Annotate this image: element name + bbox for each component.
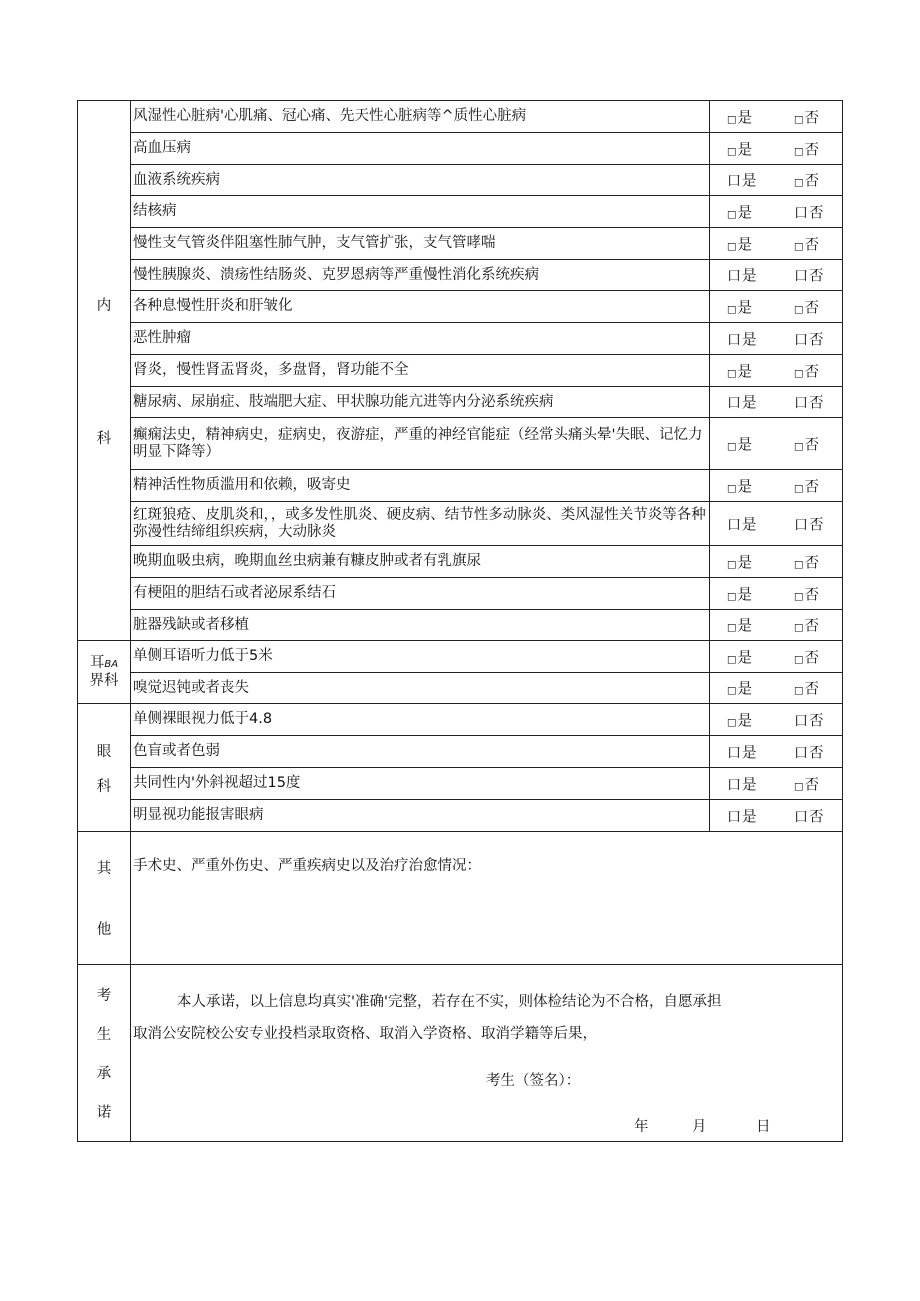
checkbox-icon[interactable]: □ — [794, 241, 804, 252]
promise-label-char: 诺 — [96, 1105, 112, 1121]
date-day-label: 日 — [756, 1119, 771, 1135]
condition-text: 红斑狼疮、皮肌炎和，，或多发性肌炎、硬皮病、结节性多动脉炎、类风湿性关节炎等各种弥漫性结缔组织疾病，大动脉炎 — [131, 502, 710, 546]
checkbox-icon[interactable]: 口 — [727, 517, 741, 533]
yes-label: 是 — [742, 517, 757, 533]
checkbox-icon[interactable]: □ — [727, 368, 737, 379]
no-option[interactable] — [794, 773, 819, 794]
yes-label: 是 — [737, 142, 752, 158]
no-label: 否 — [809, 268, 824, 285]
no-option[interactable] — [794, 170, 819, 191]
others-label — [78, 857, 130, 939]
no-label: 否 — [809, 395, 824, 412]
condition-text: 慢性胰腺炎、溃疡性结肠炎、克罗恩病等严重慢性消化系统疾病 — [131, 260, 710, 291]
checkbox-icon[interactable]: □ — [727, 559, 737, 570]
form-body — [78, 101, 843, 1142]
category-label-bottom: 他 — [96, 922, 112, 938]
ent-label — [78, 655, 130, 689]
no-option[interactable] — [794, 138, 819, 159]
yes-option[interactable] — [727, 709, 752, 730]
internal-row — [78, 387, 843, 418]
internal-row — [78, 578, 843, 610]
checkbox-icon[interactable]: □ — [794, 114, 804, 125]
category-label-top: 眼 — [96, 743, 112, 760]
no-option[interactable] — [794, 678, 819, 699]
checkbox-icon[interactable]: □ — [794, 441, 804, 452]
condition-text: 晚期血吸虫病，晚期血丝虫病兼有糠皮肿或者有乳旗尿 — [131, 546, 710, 578]
condition-text: 高血压病 — [131, 133, 710, 165]
internal-row — [78, 260, 843, 291]
yes-no-options — [710, 470, 843, 502]
yes-option[interactable] — [727, 201, 752, 222]
no-label: 否 — [804, 555, 819, 571]
yes-no-options — [710, 673, 843, 704]
yes-no-options — [710, 165, 843, 196]
yes-label: 是 — [742, 809, 757, 825]
checkbox-icon[interactable]: 口 — [727, 777, 741, 793]
internal-row — [78, 610, 843, 641]
eye-row — [78, 768, 843, 800]
yes-label: 是 — [737, 587, 752, 603]
yes-option[interactable] — [727, 170, 757, 191]
condition-text: 各种息慢性肝炎和肝皱化 — [131, 291, 710, 323]
others-answer-area[interactable] — [131, 832, 843, 965]
yes-option[interactable] — [727, 106, 752, 127]
no-option[interactable] — [794, 392, 824, 413]
checkbox-icon[interactable]: 口 — [727, 332, 741, 348]
checkbox-icon[interactable]: 口 — [794, 809, 808, 825]
condition-text: 单侧耳语听力低于5米 — [131, 641, 710, 673]
yes-label: 是 — [737, 479, 752, 495]
yes-label: 是 — [737, 205, 752, 221]
eye-row — [78, 704, 843, 736]
no-label: 否 — [804, 110, 819, 126]
no-option[interactable] — [794, 233, 819, 254]
internal-label — [78, 294, 130, 448]
checkbox-icon[interactable]: □ — [794, 368, 804, 379]
no-option[interactable] — [794, 265, 824, 286]
yes-no-options — [710, 418, 843, 470]
internal-row — [78, 196, 843, 228]
promise-label-char: 考 — [96, 988, 112, 1004]
no-option[interactable] — [794, 433, 819, 454]
internal-row — [78, 323, 843, 355]
signature-field[interactable]: 考生（签名）： — [486, 1073, 581, 1089]
yes-no-options — [710, 196, 843, 228]
no-label: 否 — [804, 364, 819, 380]
yes-no-options — [710, 291, 843, 323]
category-label-top: 其 — [96, 861, 112, 877]
checkbox-icon[interactable]: 口 — [727, 395, 741, 412]
yes-no-options — [710, 228, 843, 260]
yes-no-options — [710, 578, 843, 610]
no-label: 否 — [804, 437, 819, 453]
yes-label: 是 — [742, 173, 757, 190]
checkbox-icon[interactable]: □ — [727, 441, 737, 452]
condition-text: 精神活性物质滥用和依赖，吸寄史 — [131, 470, 710, 502]
internal-row — [78, 101, 843, 133]
checkbox-icon[interactable]: 口 — [727, 268, 741, 285]
yes-option[interactable] — [727, 615, 752, 636]
checkbox-icon[interactable]: □ — [794, 304, 804, 315]
condition-text: 嗅觉迟钝或者丧失 — [131, 673, 710, 704]
no-option[interactable] — [794, 805, 824, 826]
yes-option[interactable] — [727, 513, 757, 534]
no-option[interactable] — [794, 328, 824, 349]
checkbox-icon[interactable]: □ — [727, 685, 737, 697]
yes-option[interactable] — [727, 646, 752, 667]
yes-label: 是 — [737, 650, 752, 666]
internal-row — [78, 165, 843, 196]
yes-no-options — [710, 133, 843, 165]
condition-text: 风湿性心脏病'心肌痛、冠心痛、先天性心脏病等^质性心脏病 — [131, 101, 710, 133]
yes-label: 是 — [742, 268, 757, 285]
yes-label: 是 — [737, 618, 752, 635]
yes-option[interactable] — [727, 551, 752, 572]
category-label-top: 内 — [96, 297, 112, 314]
checkbox-icon[interactable]: □ — [794, 591, 804, 602]
promise-line-1: 本人承诺，以上信息均真实'准确'完整，若存在不实，则体检结论为不合格，自愿承担 — [177, 994, 722, 1010]
checkbox-icon[interactable]: 口 — [794, 268, 808, 285]
promise-line-2: 取消公安院校公安专业投档录取资格、取消入学资格、取消学籍等后果， — [133, 1026, 597, 1042]
no-label: 否 — [804, 681, 819, 698]
others-row — [78, 832, 843, 965]
no-label: 否 — [809, 517, 824, 533]
checkbox-icon[interactable]: □ — [794, 781, 804, 792]
checkbox-icon[interactable]: □ — [727, 654, 737, 665]
yes-label: 是 — [737, 555, 752, 571]
checkbox-icon[interactable]: 口 — [727, 173, 741, 190]
yes-no-options — [710, 641, 843, 673]
yes-label: 是 — [742, 745, 757, 761]
checkbox-icon[interactable]: 口 — [727, 809, 741, 825]
yes-option[interactable] — [727, 233, 752, 254]
checkbox-icon[interactable]: □ — [727, 241, 737, 252]
no-label: 否 — [804, 777, 819, 793]
others-prompt: 手术史、严重外伤史、严重疾病史以及治疗治愈情况： — [133, 858, 481, 874]
internal-row — [78, 228, 843, 260]
yes-label: 是 — [737, 110, 752, 126]
ent-category — [78, 641, 131, 704]
condition-text: 色盲或者色弱 — [131, 736, 710, 768]
no-label: 否 — [809, 332, 824, 348]
condition-text: 癫痫法史，精神病史，症病史，夜游症，严重的神经官能症（经常头痛头晕'失眠、记忆力明显下降等） — [131, 418, 710, 470]
promise-label — [78, 984, 130, 1122]
yes-option[interactable] — [727, 360, 752, 381]
yes-option[interactable] — [727, 328, 757, 349]
others-category — [78, 832, 131, 965]
yes-label: 是 — [737, 681, 752, 698]
eye-row — [78, 736, 843, 768]
internal-category — [78, 101, 131, 641]
checkbox-icon[interactable]: □ — [727, 146, 737, 157]
eye-category — [78, 704, 131, 832]
condition-text: 恶性肿瘤 — [131, 323, 710, 355]
yes-option[interactable] — [727, 741, 757, 762]
yes-label: 是 — [737, 300, 752, 316]
promise-label-char: 生 — [96, 1027, 112, 1043]
checkbox-icon[interactable]: □ — [794, 146, 804, 157]
condition-text: 肾炎，慢性肾盂肾炎，多盘肾，肾功能不全 — [131, 355, 710, 387]
yes-option[interactable] — [727, 433, 752, 454]
category-label-bottom: 科 — [96, 430, 112, 447]
checkbox-icon[interactable]: □ — [727, 717, 737, 728]
no-label: 否 — [804, 479, 819, 495]
checkbox-icon[interactable]: □ — [794, 177, 804, 189]
promise-content — [131, 965, 843, 1142]
yes-no-options — [710, 768, 843, 800]
checkbox-icon[interactable]: □ — [794, 483, 804, 494]
condition-text: 结核病 — [131, 196, 710, 228]
no-label: 否 — [809, 205, 824, 221]
yes-option[interactable] — [727, 138, 752, 159]
date-year-label: 年 — [634, 1119, 649, 1135]
yes-label: 是 — [737, 237, 752, 253]
no-label: 否 — [804, 173, 819, 190]
yes-label: 是 — [737, 364, 752, 380]
ent-row — [78, 641, 843, 673]
condition-text: 单侧裸眼视力低于4.8 — [131, 704, 710, 736]
no-option[interactable] — [794, 106, 819, 127]
yes-no-options — [710, 736, 843, 768]
yes-label: 是 — [737, 713, 752, 729]
checkbox-icon[interactable]: □ — [727, 304, 737, 315]
no-option[interactable] — [794, 551, 819, 572]
checkbox-icon[interactable]: □ — [794, 622, 804, 634]
yes-option[interactable] — [727, 773, 757, 794]
checkbox-icon[interactable]: □ — [727, 114, 737, 125]
checkbox-icon[interactable]: □ — [794, 685, 804, 697]
internal-row — [78, 546, 843, 578]
yes-label: 是 — [737, 437, 752, 453]
eye-row — [78, 800, 843, 832]
no-option[interactable] — [794, 513, 824, 534]
no-label: 否 — [809, 745, 824, 761]
checkbox-icon[interactable]: □ — [727, 209, 737, 220]
yes-no-options — [710, 502, 843, 546]
yes-no-options — [710, 800, 843, 832]
checkbox-icon[interactable]: 口 — [794, 332, 808, 348]
promise-box — [131, 965, 842, 1141]
condition-text: 脏器残缺或者移植 — [131, 610, 710, 641]
yes-option[interactable] — [727, 805, 757, 826]
yes-no-options — [710, 546, 843, 578]
checkbox-icon[interactable]: 口 — [794, 745, 808, 761]
yes-no-options — [710, 355, 843, 387]
no-option[interactable] — [794, 741, 824, 762]
no-label: 否 — [804, 618, 819, 635]
yes-no-options — [710, 610, 843, 641]
no-label: 否 — [804, 142, 819, 158]
condition-text: 有梗阻的胆结石或者泌尿系结石 — [131, 578, 710, 610]
checkbox-icon[interactable]: □ — [727, 622, 737, 634]
promise-row — [78, 965, 843, 1142]
no-option[interactable] — [794, 709, 824, 730]
internal-row — [78, 502, 843, 546]
no-label: 否 — [804, 650, 819, 666]
checkbox-icon[interactable]: 口 — [727, 745, 741, 761]
no-label: 否 — [809, 809, 824, 825]
yes-option[interactable] — [727, 583, 752, 604]
condition-text: 明显视功能报害眼病 — [131, 800, 710, 832]
no-option[interactable] — [794, 615, 819, 636]
category-label-bottom: 界科 — [89, 673, 119, 689]
checkbox-icon[interactable]: □ — [727, 483, 737, 494]
yes-label: 是 — [742, 395, 757, 412]
category-label-top: 耳 — [89, 655, 105, 671]
medical-history-form — [77, 100, 843, 1142]
category-label-bottom: 科 — [96, 778, 112, 795]
no-option[interactable] — [794, 296, 819, 317]
no-option[interactable] — [794, 475, 819, 496]
no-label: 否 — [804, 237, 819, 253]
yes-no-options — [710, 260, 843, 291]
no-option[interactable] — [794, 583, 819, 604]
checkbox-icon[interactable]: 口 — [794, 517, 808, 533]
no-label: 否 — [809, 713, 824, 729]
no-label: 否 — [804, 587, 819, 603]
no-option[interactable] — [794, 360, 819, 381]
checkbox-icon[interactable]: 口 — [794, 713, 808, 729]
yes-label: 是 — [742, 332, 757, 348]
category-label-sub: BA — [104, 659, 119, 670]
checkbox-icon[interactable]: □ — [794, 654, 804, 665]
checkbox-icon[interactable]: □ — [727, 591, 737, 602]
yes-no-options — [710, 323, 843, 355]
internal-row — [78, 291, 843, 323]
condition-text: 糖尿病、尿崩症、肢端肥大症、甲状腺功能亢进等内分泌系统疾病 — [131, 387, 710, 418]
no-label: 否 — [804, 300, 819, 316]
yes-no-options — [710, 101, 843, 133]
date-field[interactable] — [634, 1115, 771, 1136]
checkbox-icon[interactable]: 口 — [794, 205, 808, 221]
ent-label-top — [90, 655, 118, 673]
checkbox-icon[interactable]: 口 — [794, 395, 808, 412]
yes-no-options — [710, 704, 843, 736]
yes-option[interactable] — [727, 678, 752, 699]
ent-row — [78, 673, 843, 704]
internal-row — [78, 418, 843, 470]
yes-option[interactable] — [727, 475, 752, 496]
yes-label: 是 — [742, 777, 757, 793]
no-option[interactable] — [794, 646, 819, 667]
checkbox-icon[interactable]: □ — [794, 559, 804, 570]
internal-row — [78, 133, 843, 165]
date-month-label: 月 — [692, 1119, 707, 1135]
yes-option[interactable] — [727, 265, 757, 286]
internal-row — [78, 355, 843, 387]
yes-option[interactable] — [727, 296, 752, 317]
promise-label-char: 承 — [96, 1066, 112, 1082]
yes-no-options — [710, 387, 843, 418]
internal-row — [78, 470, 843, 502]
yes-option[interactable] — [727, 392, 757, 413]
promise-category — [78, 965, 131, 1142]
condition-text: 慢性支气管炎伴阻塞性肺气肿，支气管扩张，支气管哮喘 — [131, 228, 710, 260]
eye-label — [78, 740, 130, 796]
condition-text: 血液系统疾病 — [131, 165, 710, 196]
condition-text: 共同性内'外斜视超过15度 — [131, 768, 710, 800]
no-option[interactable] — [794, 201, 824, 222]
